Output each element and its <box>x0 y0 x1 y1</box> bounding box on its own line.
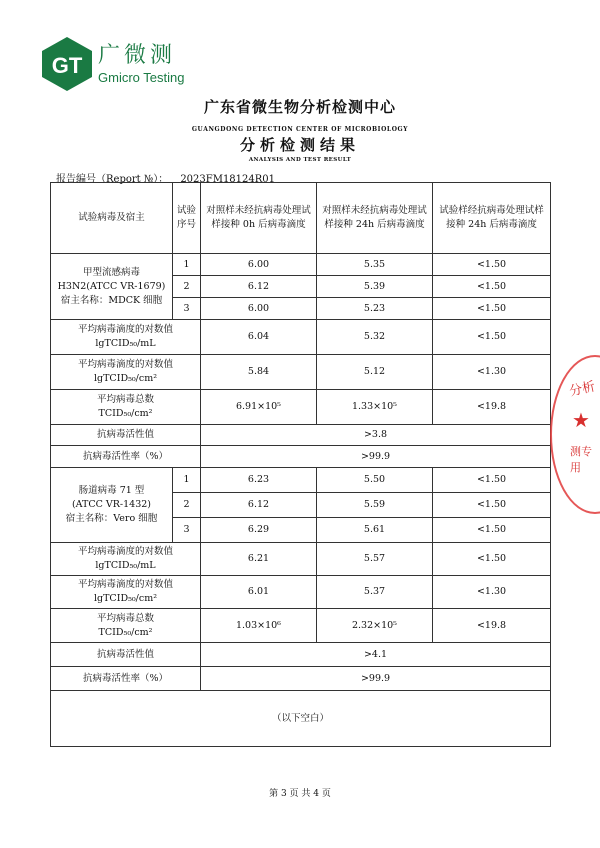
organization-name-en: GUANGDONG DETECTION CENTER OF MICROBIOLOGY <box>191 126 409 133</box>
row-label-line: 平均病毒总数 <box>96 394 154 405</box>
virus-name: 甲型流感病毒 <box>82 266 140 278</box>
row-label <box>51 576 201 609</box>
value-cell: 6.01 <box>201 576 317 609</box>
value-cell: 1.33×10⁵ <box>317 390 433 425</box>
table-row <box>51 425 551 446</box>
row-label-unit: lgTCID₅₀/cm² <box>93 373 158 384</box>
row-label <box>51 320 201 355</box>
page-number: 第 3 页 共 4 页 <box>269 789 331 799</box>
table-row <box>51 543 551 576</box>
row-label-line: 平均病毒滴度的对数值 <box>77 324 173 335</box>
rate-value: >99.9 <box>201 667 551 691</box>
table-row <box>51 468 551 493</box>
row-label <box>51 355 201 390</box>
rate-label: 抗病毒活性率（%） <box>51 446 201 468</box>
row-label-unit: lgTCID₅₀/cm² <box>93 593 158 604</box>
row-label <box>51 609 201 643</box>
table-row <box>51 576 551 609</box>
seq-cell: 3 <box>173 518 201 543</box>
rate-label: 抗病毒活性率（%） <box>51 667 201 691</box>
value-cell: 5.57 <box>317 543 433 576</box>
brand-name-cn: 广微测 <box>98 43 177 68</box>
value-cell: 1.03×10⁶ <box>201 609 317 643</box>
seq-cell: 3 <box>173 298 201 320</box>
value-cell: 6.04 <box>201 320 317 355</box>
value-cell: 6.29 <box>201 518 317 543</box>
row-label <box>51 390 201 425</box>
brand-name-en: Gmicro Testing <box>98 70 185 85</box>
value-cell: 5.59 <box>317 493 433 518</box>
value-cell: 6.12 <box>201 493 317 518</box>
value-cell: 5.37 <box>317 576 433 609</box>
table-row <box>51 691 551 747</box>
value-cell: 2.32×10⁵ <box>317 609 433 643</box>
value-cell: <19.8 <box>433 609 551 643</box>
activity-label: 抗病毒活性值 <box>51 425 201 446</box>
activity-label: 抗病毒活性值 <box>51 643 201 667</box>
header-24h-sample: 试验样经抗病毒处理试样接种 24h 后病毒滴度 <box>433 183 551 254</box>
activity-value: >3.8 <box>201 425 551 446</box>
value-cell: <1.50 <box>433 276 551 298</box>
value-cell: <1.50 <box>433 468 551 493</box>
value-cell: 5.84 <box>201 355 317 390</box>
document-title: 分析检测结果 <box>239 136 360 154</box>
value-cell: 6.00 <box>201 254 317 276</box>
blank-note: （以下空白） <box>51 691 551 747</box>
stamp-text-bottom: 测专用 <box>570 445 592 474</box>
row-label-unit: TCID₅₀/cm² <box>98 408 153 419</box>
virus-strain: (ATCC VR-1432) <box>71 499 152 510</box>
table-header-row <box>51 183 551 254</box>
table-row <box>51 355 551 390</box>
value-cell: 5.12 <box>317 355 433 390</box>
value-cell: 5.61 <box>317 518 433 543</box>
header-virus-host: 试验病毒及宿主 <box>51 183 173 254</box>
table-row <box>51 320 551 355</box>
report-number-label: 报告编号（Report №）： <box>56 174 169 185</box>
virus-host-cell <box>51 254 173 320</box>
organization-name: 广东省微生物分析检测中心 <box>203 98 396 116</box>
value-cell: 6.91×10⁵ <box>201 390 317 425</box>
value-cell: <1.50 <box>433 298 551 320</box>
value-cell: <1.50 <box>433 254 551 276</box>
seq-cell: 2 <box>173 493 201 518</box>
virus-strain: H3N2(ATCC VR-1679) <box>57 280 166 292</box>
value-cell: <1.50 <box>433 320 551 355</box>
value-cell: <1.50 <box>433 543 551 576</box>
row-label-line: 平均病毒滴度的对数值 <box>77 546 173 557</box>
table-row <box>51 446 551 468</box>
table-row <box>51 667 551 691</box>
stamp-text-top: 分析 <box>568 379 597 400</box>
header-seq: 试验序号 <box>173 183 201 254</box>
row-label-unit: lgTCID₅₀/mL <box>95 560 156 571</box>
value-cell: <1.50 <box>433 518 551 543</box>
activity-value: >4.1 <box>201 643 551 667</box>
seq-cell: 1 <box>173 254 201 276</box>
value-cell: 6.12 <box>201 276 317 298</box>
row-label-line: 平均病毒滴度的对数值 <box>77 359 173 370</box>
value-cell: <19.8 <box>433 390 551 425</box>
value-cell: 5.50 <box>317 468 433 493</box>
value-cell: 5.39 <box>317 276 433 298</box>
document-title-en: ANALYSIS AND TEST RESULT <box>248 157 352 163</box>
virus-host-cell <box>51 468 173 543</box>
value-cell: 6.21 <box>201 543 317 576</box>
row-label <box>51 543 201 576</box>
value-cell: 6.23 <box>201 468 317 493</box>
table-row <box>51 254 551 276</box>
row-label-line: 平均病毒总数 <box>96 612 154 624</box>
value-cell: 6.00 <box>201 298 317 320</box>
results-table <box>50 182 551 747</box>
table-row <box>51 609 551 643</box>
value-cell: <1.30 <box>433 576 551 609</box>
logo-text: GT <box>51 53 83 78</box>
virus-name: 肠道病毒 71 型 <box>78 485 145 496</box>
value-cell: 5.35 <box>317 254 433 276</box>
table-row <box>51 390 551 425</box>
host-name: 宿主名称：MDCK 细胞 <box>60 294 163 306</box>
stamp-star-icon: ★ <box>572 408 590 432</box>
rate-value: >99.9 <box>201 446 551 468</box>
row-label-unit: TCID₅₀/cm² <box>98 626 153 638</box>
value-cell: <1.50 <box>433 493 551 518</box>
company-logo <box>40 35 94 93</box>
header-24h-control: 对照样未经抗病毒处理试样接种 24h 后病毒滴度 <box>317 183 433 254</box>
value-cell: 5.23 <box>317 298 433 320</box>
header-0h: 对照样未经抗病毒处理试样接种 0h 后病毒滴度 <box>201 183 317 254</box>
host-name: 宿主名称：Vero 细胞 <box>65 513 158 524</box>
value-cell: <1.30 <box>433 355 551 390</box>
seq-cell: 2 <box>173 276 201 298</box>
row-label-unit: lgTCID₅₀/mL <box>95 338 156 349</box>
seq-cell: 1 <box>173 468 201 493</box>
report-number: 2023FM18124R01 <box>180 174 276 185</box>
row-label-line: 平均病毒滴度的对数值 <box>77 579 173 590</box>
value-cell: 5.32 <box>317 320 433 355</box>
table-row <box>51 643 551 667</box>
